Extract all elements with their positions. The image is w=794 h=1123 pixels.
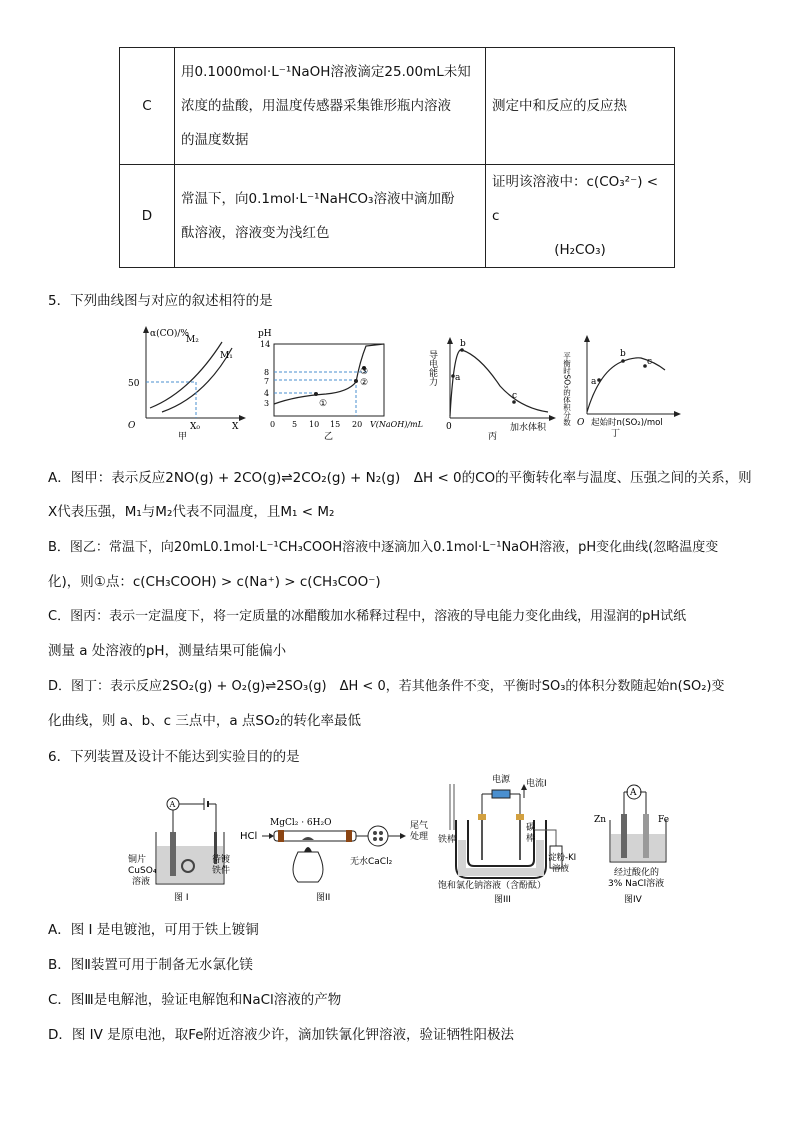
point-label: ① — [319, 399, 328, 409]
reagent-label: MgCl₂ · 6H₂O — [270, 818, 332, 828]
table-row — [120, 48, 675, 165]
power-label: 电源 — [492, 775, 511, 785]
y-tick-label: 8 — [264, 368, 270, 377]
drying-agent-label: 无水CaCl₂ — [350, 857, 393, 867]
y-tick-label: 4 — [264, 389, 270, 398]
zinc-label: Zn — [594, 815, 607, 825]
x-tick-label: 15 — [330, 420, 341, 429]
option-b-line1: B．图乙：常温下，向20mL0.1mol·L⁻¹CH₃COOH溶液中逐滴加入0.1mol·L⁻¹NaOH溶液，pH变化曲线(忽略温度变 — [48, 540, 719, 555]
graph-jia — [120, 322, 250, 440]
figure-caption: 图IV — [624, 895, 642, 905]
curve-label: M₂ — [186, 335, 199, 345]
x-tick-label: 0 — [270, 420, 276, 429]
cell-line: 酞溶液，溶液变为浅红色 — [181, 225, 330, 241]
option-d-line1: D．图丁：表示反应2SO₂(g) + O₂(g)⇌2SO₃(g) ΔH < 0，若其他条件不变，平衡时SO₃的体积分数随起始n(SO₂)变 — [48, 679, 725, 694]
y-axis-label: 平衡时SO₃的体积分数 — [562, 352, 572, 426]
graph-bing — [427, 336, 560, 442]
solution-label: CuSO₄ — [128, 866, 157, 876]
solution-label: 饱和氯化钠溶液（含酚酞） — [438, 881, 547, 891]
figure-1-electroplating — [128, 796, 238, 906]
solution-label: 溶液 — [132, 877, 151, 887]
figure-4-galvanic-cell — [588, 782, 690, 906]
q6-option-d: D．图 IV 是原电池，取Fe附近溶液少许，滴加铁氰化钾溶液，验证牺牲阳极法 — [48, 1027, 515, 1043]
option-c-line1: C．图丙：表示一定温度下，将一定质量的冰醋酸加水稀释过程中，溶液的导电能力变化曲线，用湿润的pH试纸 — [48, 609, 687, 624]
point-label: b — [620, 349, 626, 359]
cell-line: 用0.1000mol·L⁻¹NaOH溶液滴定25.00mL未知 — [181, 64, 471, 80]
current-label: 电流I — [526, 779, 547, 789]
y-axis-label: α(CO)/% — [150, 329, 189, 339]
cell-line: (H₂CO₃) — [554, 242, 606, 258]
figure-2-dehydration — [238, 812, 438, 906]
iron-rod-label: 铁棒 — [438, 835, 457, 845]
purpose-cell — [486, 48, 675, 165]
carbon-rod-label: 棒 — [526, 834, 536, 844]
x-tick-label: X₀ — [190, 422, 201, 432]
graph-caption: 丙 — [488, 432, 498, 442]
point-label: c — [647, 357, 653, 367]
option-d-line2: 化曲线，则 a、b、c 三点中，a 点SO₂的转化率最低 — [48, 713, 362, 729]
row-label: C — [120, 48, 175, 165]
solution-label: 3% NaCl溶液 — [608, 879, 665, 889]
graph-caption: 乙 — [324, 432, 334, 442]
x-axis-label: V(NaOH)/mL — [370, 420, 423, 429]
y-tick-label: 7 — [264, 377, 270, 386]
carbon-rod-label: 碳 — [526, 823, 536, 833]
cell-line: 的温度数据 — [181, 132, 249, 148]
cell-line: 证明该溶液中：c(CO₃²⁻) < c — [492, 174, 659, 224]
x-tick-label: 5 — [292, 420, 298, 429]
purpose-cell — [486, 165, 675, 268]
cell-line: 浓度的盐酸，用温度传感器采集锥形瓶内溶液 — [181, 98, 451, 114]
x-tick-label: 10 — [309, 420, 320, 429]
question-6-stem: 6．下列装置及设计不能达到实验目的的是 — [48, 749, 300, 765]
ammeter-label: A — [169, 800, 176, 809]
cell-line: 常温下，向0.1mol·L⁻¹NaHCO₃溶液中滴加酚 — [181, 191, 455, 207]
power-source-icon — [492, 790, 510, 798]
ammeter-label: A — [630, 788, 637, 798]
point-label: b — [460, 339, 466, 349]
figure-caption: 图 I — [174, 893, 189, 903]
x-tick-label: 20 — [352, 420, 363, 429]
x-axis-label: X — [232, 422, 239, 432]
x-axis-label: 加水体积 — [510, 423, 547, 433]
y-axis-label: pH — [258, 329, 272, 339]
graph-yi — [256, 326, 431, 440]
point-label: ③ — [360, 367, 369, 377]
option-c-line2: 测量 a 处溶液的pH，测量结果可能偏小 — [48, 643, 287, 659]
tail-gas-label: 尾气 — [410, 821, 429, 831]
option-a-line1: A．图甲：表示反应2NO(g) + 2CO(g)⇌2CO₂(g) + N₂(g) ΔH < 0的CO的平衡转化率与温度、压强之间的关系，则 — [48, 470, 752, 486]
indicator-label: 溶液 — [552, 864, 570, 874]
iron-label: Fe — [658, 815, 670, 825]
graph-caption: 丁 — [611, 429, 621, 439]
origin-label: O — [577, 418, 585, 428]
table-row — [120, 165, 675, 268]
graph-ding — [562, 332, 685, 440]
row-label: D — [120, 165, 175, 268]
point-label: a — [455, 373, 461, 383]
figure-3-electrolysis — [438, 770, 582, 906]
y-tick-label: 3 — [264, 399, 270, 408]
point-label: ② — [360, 378, 369, 388]
tail-gas-label: 处理 — [410, 832, 429, 842]
gas-label: HCl — [240, 831, 258, 842]
experiment-table — [119, 47, 675, 268]
y-tick-label: 50 — [128, 379, 140, 389]
cathode-label: 铁件 — [212, 866, 231, 876]
figure-caption: 图III — [494, 895, 511, 905]
q6-option-b: B．图Ⅱ装置可用于制备无水氯化镁 — [48, 957, 253, 973]
y-tick-label: 14 — [260, 340, 271, 349]
question-5-stem: 5．下列曲线图与对应的叙述相符的是 — [48, 293, 273, 309]
figure-caption: 图II — [316, 893, 331, 903]
solution-label: 经过酸化的 — [614, 868, 660, 878]
origin-label: O — [128, 421, 136, 431]
q6-option-a: A．图 I 是电镀池，可用于铁上镀铜 — [48, 922, 259, 938]
cell-line: 测定中和反应的反应热 — [492, 98, 627, 114]
curve-label: M₁ — [220, 351, 233, 361]
indicator-label: 淀粉-KI — [548, 853, 577, 863]
point-label: c — [512, 391, 518, 401]
graph-caption: 甲 — [178, 432, 188, 442]
cathode-label: 待镀 — [212, 855, 231, 865]
option-b-line2: 化)，则①点：c(CH₃COOH) > c(Na⁺) > c(CH₃COO⁻) — [48, 574, 381, 590]
operation-cell — [175, 165, 486, 268]
x-axis-label: 起始时n(SO₂)/mol — [591, 418, 663, 428]
origin-label: 0 — [446, 422, 452, 432]
q6-option-c: C．图Ⅲ是电解池，验证电解饱和NaCl溶液的产物 — [48, 992, 342, 1008]
operation-cell — [175, 48, 486, 165]
option-a-line2: X代表压强，M₁与M₂代表不同温度，且M₁ < M₂ — [48, 504, 335, 520]
y-axis-label: 导电能力 — [427, 350, 437, 386]
point-label: a — [591, 377, 597, 387]
anode-label: 铜片 — [128, 855, 147, 865]
